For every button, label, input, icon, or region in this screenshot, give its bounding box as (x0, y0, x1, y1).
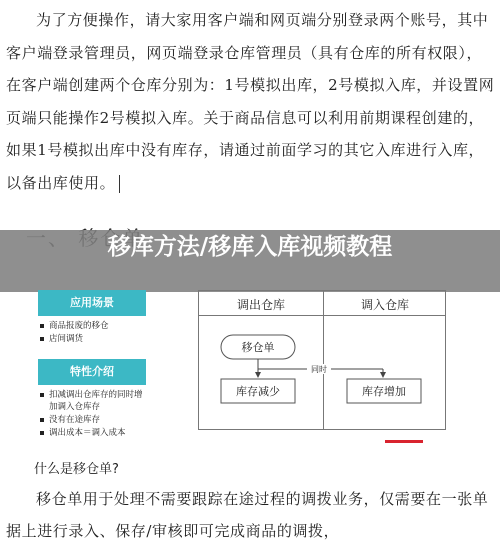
red-underline-mark (385, 440, 423, 443)
question-heading: 什么是移仓单? (34, 462, 119, 477)
flow-graphic (199, 291, 445, 429)
in-node-label: 库存增加 (362, 385, 406, 398)
feature-item: 调出成本＝调入成本 (38, 427, 146, 439)
sync-label: 同时 (311, 365, 327, 374)
scene-item: 商品报废的移仓 (38, 320, 146, 332)
text-cursor (119, 175, 120, 193)
flow-diagram (198, 290, 446, 430)
intro-paragraph (6, 4, 496, 199)
feature-title: 特性介绍 (38, 359, 146, 385)
side-panel (38, 290, 146, 440)
out-node-label: 库存减少 (236, 385, 280, 398)
feature-item: 没有在途库存 (38, 414, 146, 426)
scene-title: 应用场景 (38, 290, 146, 316)
feature-item: 扣减调出仓库存的同时增加调入仓库存 (38, 389, 146, 413)
answer-paragraph: 移仓单用于处理不需要跟踪在途过程的调拨业务，仅需要在一张单据上进行录入、保存/审核即可完成商品的调拨， (6, 490, 489, 540)
col-out-label: 调出仓库 (236, 298, 285, 312)
overlay-title[interactable]: 移库方法/移库入库视频教程 (107, 234, 393, 260)
intro-text: 为了方便操作，请大家用客户端和网页端分别登录两个账号，其中客户端登录管理员，网页端登录仓库管理员（具有仓库的所有权限），在客户端创建两个仓库分别为：1号模拟出库，2号模拟入库，并设置网页端只能操作2号模拟入库。关于商品信息可以利用前期课程创建的，如果1号模拟出库中没有库存，请通过前面学习的其它入库进行入库，以备出库使用。 (6, 11, 495, 192)
feature-list (38, 389, 146, 439)
start-node-label: 移仓单 (241, 341, 275, 354)
col-in-label: 调入仓库 (360, 298, 409, 312)
scene-item: 店间调货 (38, 333, 146, 345)
scene-list (38, 320, 146, 345)
